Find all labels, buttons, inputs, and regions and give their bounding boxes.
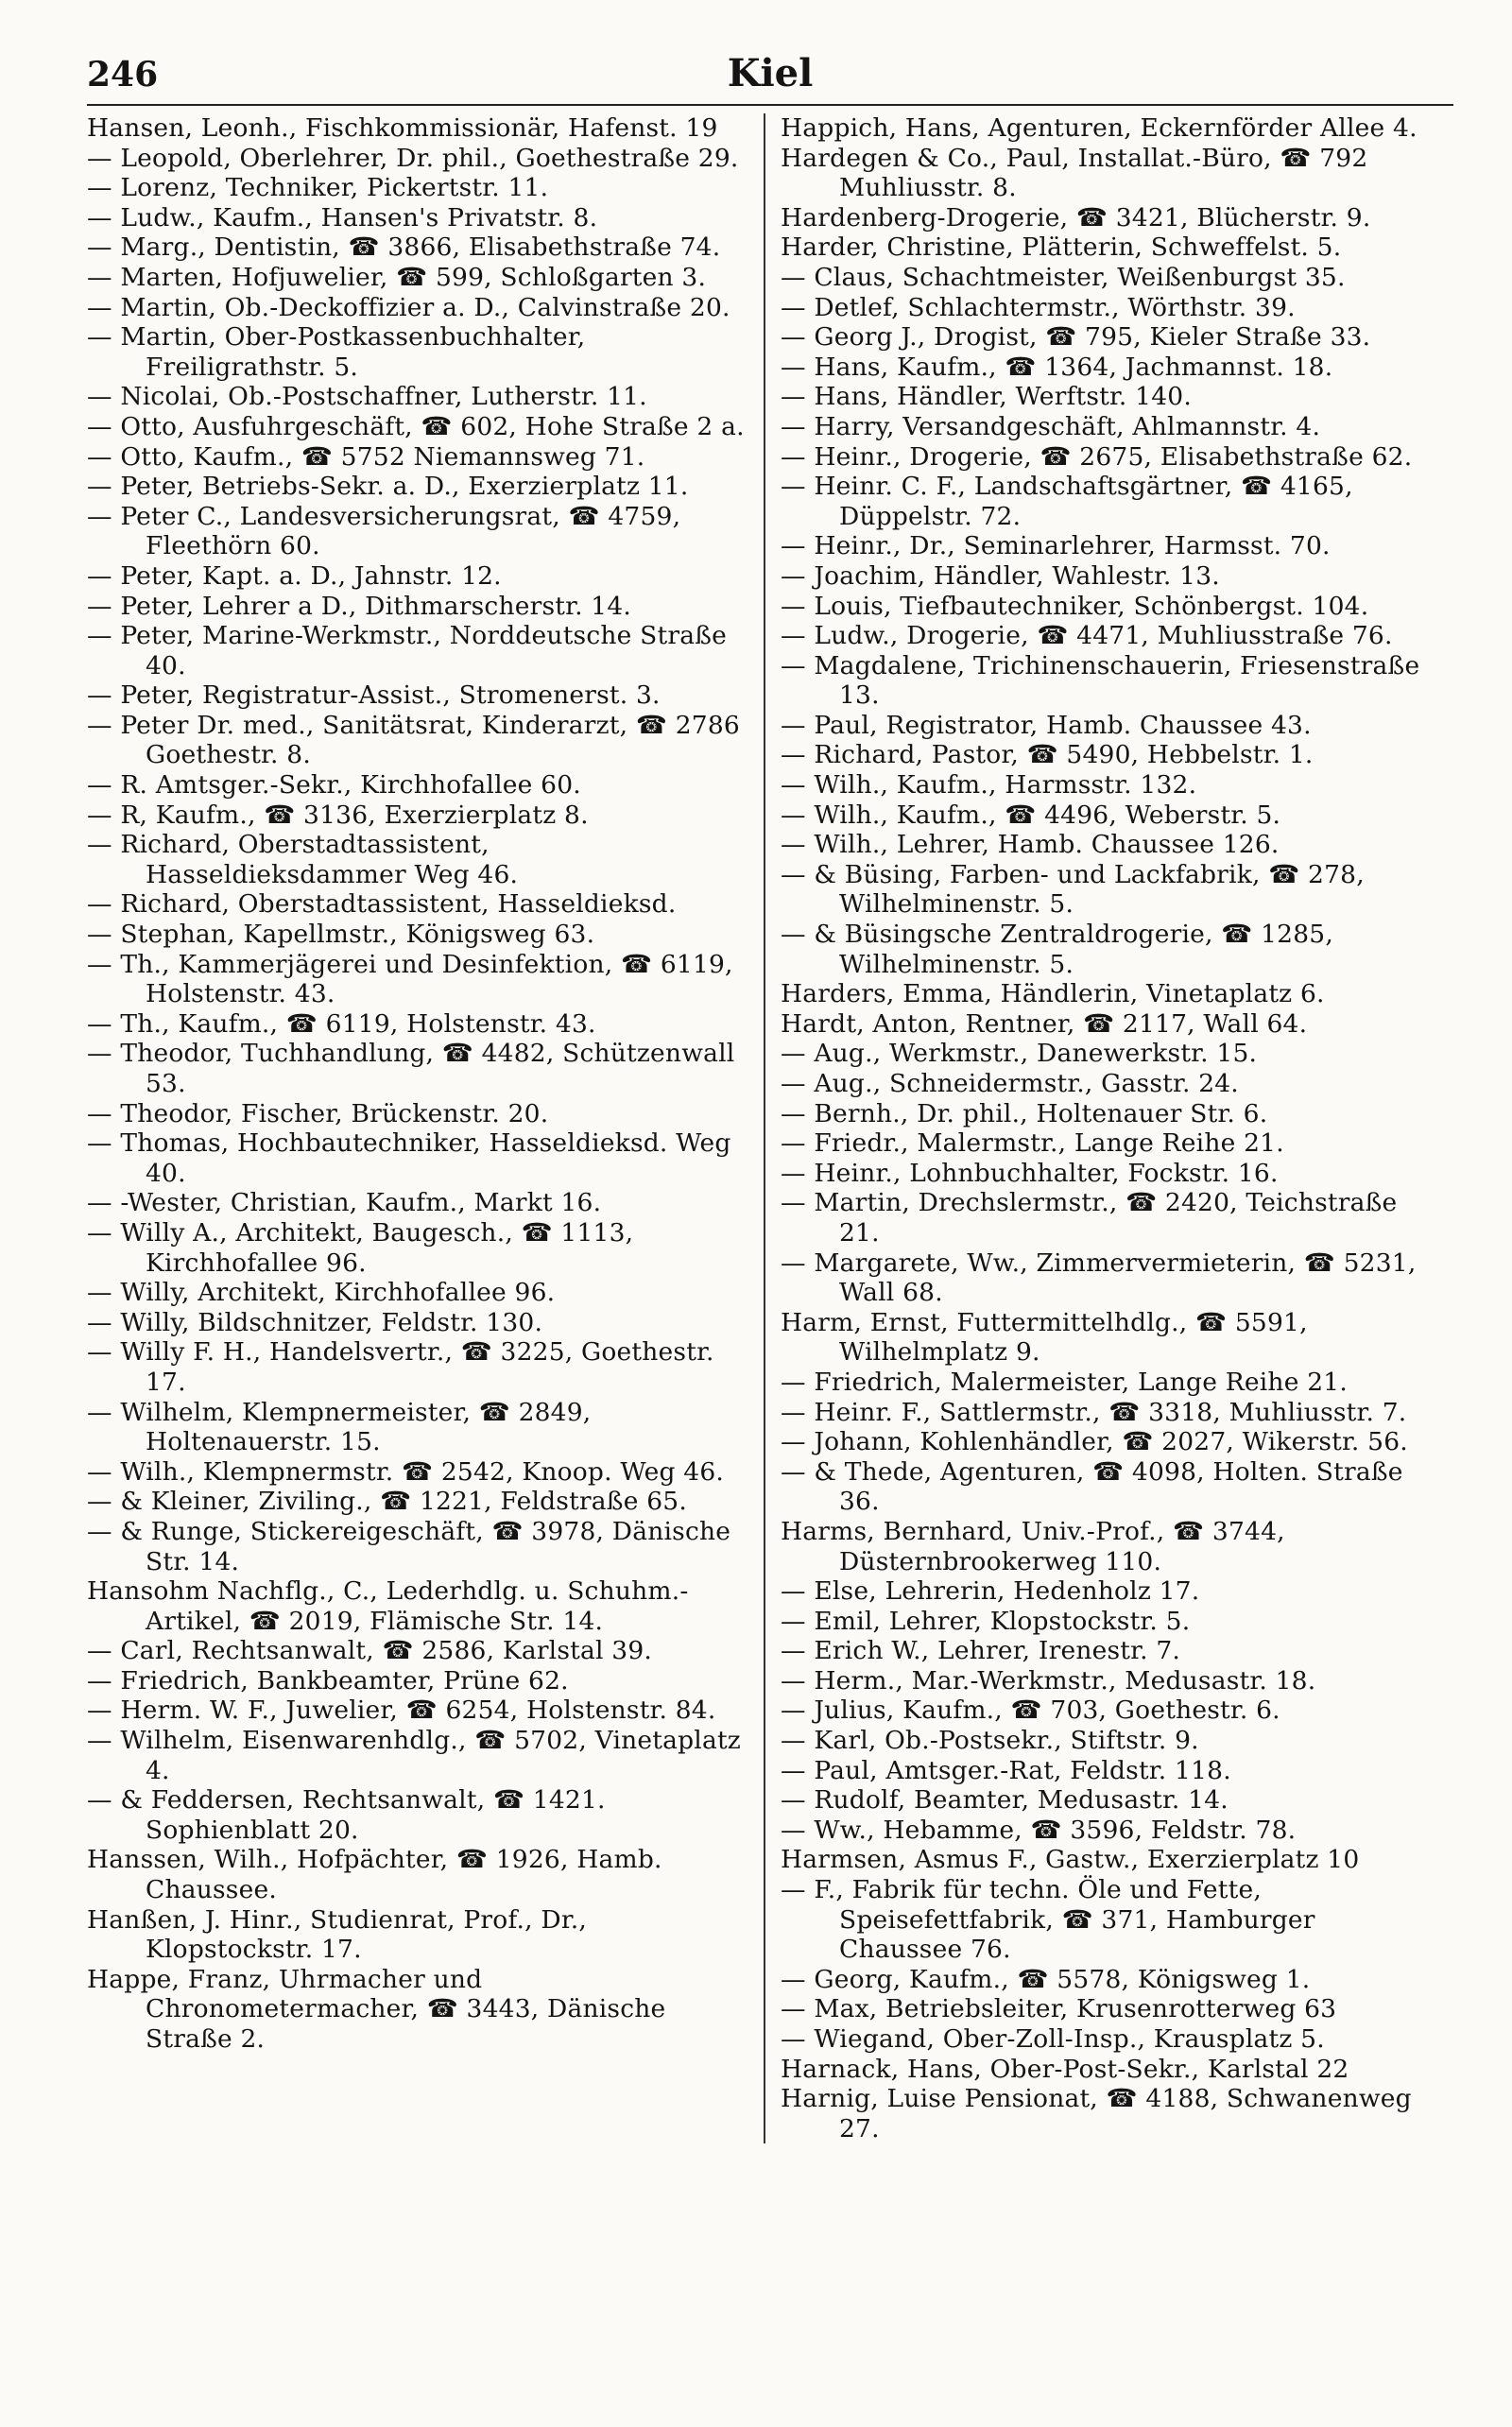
directory-entry: — Margarete, Ww., Zimmervermieterin, ☎ 5231, Wall 68. (781, 1248, 1417, 1308)
directory-entry: — Wilh., Kaufm., Harmsstr. 132. (781, 770, 1197, 800)
directory-entry: — Wilh., Klempnermstr. ☎ 2542, Knoop. Weg 46. (87, 1456, 725, 1487)
directory-entry: Happe, Franz, Uhrmacher und Chronometermacher, ☎ 3443, Dänische Straße 2. (87, 1964, 666, 2054)
directory-entry: — & Büsingsche Zentraldrogerie, ☎ 1285, Wilhelminenstr. 5. (781, 920, 1333, 979)
directory-entry: — Herm. W. F., Juwelier, ☎ 6254, Holstenstr. 84. (87, 1695, 716, 1726)
directory-entry: — Peter Dr. med., Sanitätsrat, Kinderarzt, ☎ 2786 Goethestr. 8. (87, 710, 740, 770)
directory-entry: — Georg, Kaufm., ☎ 5578, Königsweg 1. (781, 1964, 1311, 1994)
directory-entry: Hansohm Nachflg., C., Lederhdlg. u. Schuhm.-Artikel, ☎ 2019, Flämische Str. 14. (87, 1576, 689, 1636)
directory-entry: — Willy F. H., Handelsvertr., ☎ 3225, Goethestr. 17. (87, 1337, 714, 1397)
directory-entry: Harder, Christine, Plätterin, Schweffelst. 5. (781, 232, 1342, 263)
directory-entry: — Peter, Marine-Werkmstr., Norddeutsche Straße 40. (87, 621, 728, 680)
directory-entry: — Herm., Mar.-Werkmstr., Medusastr. 18. (781, 1665, 1316, 1695)
directory-entry: — Else, Lehrerin, Hedenholz 17. (781, 1576, 1200, 1607)
directory-entry: — Heinr., Dr., Seminarlehrer, Harmsst. 70. (781, 531, 1331, 561)
directory-columns (87, 113, 1453, 2143)
directory-entry: — Karl, Ob.-Postsekr., Stiftstr. 9. (781, 1726, 1199, 1756)
directory-entry: — Willy, Bildschnitzer, Feldstr. 130. (87, 1307, 543, 1337)
directory-entry: Hardenberg-Drogerie, ☎ 3421, Blücherstr. 9. (781, 202, 1371, 232)
directory-entry: — Erich W., Lehrer, Irenestr. 7. (781, 1636, 1181, 1666)
directory-entry: — Richard, Pastor, ☎ 5490, Hebbelstr. 1. (781, 740, 1314, 770)
directory-entry: — Peter, Lehrer a D., Dithmarscherstr. 14. (87, 591, 632, 621)
directory-entry: — Lorenz, Techniker, Pickertstr. 11. (87, 173, 549, 203)
directory-entry: — Ludw., Drogerie, ☎ 4471, Muhliusstraße 76. (781, 621, 1393, 651)
directory-entry: — Claus, Schachtmeister, Weißenburgst 35. (781, 262, 1346, 292)
directory-entry: — Georg J., Drogist, ☎ 795, Kieler Straße 33. (781, 322, 1371, 353)
directory-entry: Happich, Hans, Agenturen, Eckernförder Allee 4. (781, 113, 1418, 143)
page-number: 246 (87, 55, 159, 95)
directory-entry: — Willy A., Architekt, Baugesch., ☎ 1113, Kirchhofallee 96. (87, 1217, 634, 1278)
directory-entry: — Richard, Oberstadtassistent, Hasseldieksd. (87, 889, 677, 920)
directory-entry: — Friedrich, Malermeister, Lange Reihe 21. (781, 1367, 1348, 1397)
directory-entry: — Martin, Drechslermstr., ☎ 2420, Teichstraße 21. (781, 1188, 1398, 1248)
directory-entry: — Wilh., Kaufm., ☎ 4496, Weberstr. 5. (781, 800, 1281, 830)
right-column (765, 113, 1444, 2143)
directory-entry: — Johann, Kohlenhändler, ☎ 2027, Wikerstr. 56. (781, 1427, 1408, 1457)
directory-entry: — Martin, Ober-Postkassenbuchhalter, Freiligrathstr. 5. (87, 322, 586, 382)
directory-entry: — Nicolai, Ob.-Postschaffner, Lutherstr. 11. (87, 382, 647, 412)
directory-entry: — Heinr. C. F., Landschaftsgärtner, ☎ 4165, Düppelstr. 72. (781, 472, 1353, 531)
directory-entry: — Detlef, Schlachtermstr., Wörthstr. 39. (781, 292, 1296, 322)
directory-entry: — & Feddersen, Rechtsanwalt, ☎ 1421. Sophienblatt 20. (87, 1785, 606, 1845)
directory-entry: — Hans, Händler, Werftstr. 140. (781, 382, 1192, 412)
directory-entry: Harders, Emma, Händlerin, Vinetaplatz 6. (781, 979, 1325, 1009)
directory-entry: — Julius, Kaufm., ☎ 703, Goethestr. 6. (781, 1695, 1280, 1726)
directory-entry: — F., Fabrik für techn. Öle und Fette, Speisefettfabrik, ☎ 371, Hamburger Chaussee 76. (781, 1875, 1315, 1965)
directory-entry: — Peter, Betriebs-Sekr. a. D., Exerzierplatz 11. (87, 472, 689, 502)
directory-entry: — Willy, Architekt, Kirchhofallee 96. (87, 1278, 556, 1308)
directory-entry: — R. Amtsger.-Sekr., Kirchhofallee 60. (87, 770, 581, 800)
directory-entry: Harnack, Hans, Ober-Post-Sekr., Karlstal 22 (781, 2054, 1349, 2084)
directory-entry: — Rudolf, Beamter, Medusastr. 14. (781, 1785, 1228, 1816)
directory-entry: — Ww., Hebamme, ☎ 3596, Feldstr. 78. (781, 1815, 1297, 1845)
directory-entry: — & Kleiner, Ziviling., ☎ 1221, Feldstraße 65. (87, 1487, 687, 1517)
directory-entry: — Friedrich, Bankbeamter, Prüne 62. (87, 1665, 569, 1695)
directory-entry: — Max, Betriebsleiter, Krusenrotterweg 63 (781, 1994, 1337, 2024)
directory-entry: — & Thede, Agenturen, ☎ 4098, Holten. Straße 36. (781, 1456, 1403, 1517)
running-head: Kiel (727, 51, 814, 95)
directory-entry: Hansen, Leonh., Fischkommissionär, Hafenst. 19 (87, 113, 718, 143)
directory-entry: — Theodor, Tuchhandlung, ☎ 4482, Schützenwall 53. (87, 1039, 735, 1098)
directory-entry: — Wilhelm, Klempnermeister, ☎ 2849, Holtenauerstr. 15. (87, 1397, 592, 1457)
directory-entry: — Theodor, Fischer, Brückenstr. 20. (87, 1098, 549, 1128)
directory-entry: — Emil, Lehrer, Klopstockstr. 5. (781, 1606, 1191, 1636)
directory-entry: — Peter, Kapt. a. D., Jahnstr. 12. (87, 560, 502, 591)
directory-entry: Harm, Ernst, Futtermittelhdlg., ☎ 5591, Wilhelmplatz 9. (781, 1307, 1308, 1368)
directory-entry: — Peter C., Landesversicherungsrat, ☎ 4759, Fleethörn 60. (87, 501, 681, 561)
directory-entry: — Peter, Registratur-Assist., Stromenerst. 3. (87, 680, 661, 711)
directory-entry: — Harry, Versandgeschäft, Ahlmannstr. 4. (781, 411, 1321, 441)
directory-entry: — Paul, Amtsger.-Rat, Feldstr. 118. (781, 1755, 1231, 1785)
directory-entry: — Hans, Kaufm., ☎ 1364, Jachmannst. 18. (781, 352, 1333, 382)
directory-entry: — Aug., Werkmstr., Danewerkstr. 15. (781, 1039, 1258, 1069)
directory-entry: — Thomas, Hochbautechniker, Hasseldieksd. Weg 40. (87, 1128, 731, 1188)
directory-entry: — Stephan, Kapellmstr., Königsweg 63. (87, 920, 595, 950)
directory-entry: — Th., Kaufm., ☎ 6119, Holstenstr. 43. (87, 1008, 596, 1039)
directory-entry: — Ludw., Kaufm., Hansen's Privatstr. 8. (87, 202, 598, 232)
directory-entry: Harmsen, Asmus F., Gastw., Exerzierplatz 10 (781, 1845, 1360, 1875)
directory-entry: — Richard, Oberstadtassistent, Hasseldieksdammer Weg 46. (87, 830, 519, 889)
directory-entry: — Aug., Schneidermstr., Gasstr. 24. (781, 1069, 1239, 1098)
directory-entry: — Marg., Dentistin, ☎ 3866, Elisabethstraße 74. (87, 232, 721, 263)
directory-entry: — Martin, Ob.-Deckoffizier a. D., Calvinstraße 20. (87, 292, 730, 322)
directory-entry: — Heinr. F., Sattlermstr., ☎ 3318, Muhliusstr. 7. (781, 1397, 1407, 1427)
directory-entry: — -Wester, Christian, Kaufm., Markt 16. (87, 1188, 602, 1218)
directory-entry: — Paul, Registrator, Hamb. Chaussee 43. (781, 710, 1312, 740)
directory-entry: — Magdalene, Trichinenschauerin, Friesenstraße 13. (781, 650, 1420, 711)
directory-entry: — Otto, Kaufm., ☎ 5752 Niemannsweg 71. (87, 441, 645, 472)
directory-entry: — Otto, Ausfuhrgeschäft, ☎ 602, Hohe Straße 2 a. (87, 411, 745, 441)
directory-entry: — & Runge, Stickereigeschäft, ☎ 3978, Dänische Str. 14. (87, 1516, 731, 1576)
directory-entry: — Friedr., Malermstr., Lange Reihe 21. (781, 1128, 1284, 1159)
directory-entry: Harms, Bernhard, Univ.-Prof., ☎ 3744, Düsternbrookerweg 110. (781, 1516, 1285, 1576)
directory-entry: — Carl, Rechtsanwalt, ☎ 2586, Karlstal 39. (87, 1636, 653, 1666)
directory-entry: — Wilh., Lehrer, Hamb. Chaussee 126. (781, 830, 1280, 860)
directory-entry: — Marten, Hofjuwelier, ☎ 599, Schloßgarten 3. (87, 262, 707, 292)
directory-entry: — Wilhelm, Eisenwarenhdlg., ☎ 5702, Vinetaplatz 4. (87, 1726, 741, 1785)
directory-entry: — Louis, Tiefbautechniker, Schönbergst. 104. (781, 591, 1369, 621)
directory-entry: — R, Kaufm., ☎ 3136, Exerzierplatz 8. (87, 800, 589, 830)
directory-entry: — Wiegand, Ober-Zoll-Insp., Krausplatz 5. (781, 2024, 1325, 2054)
directory-entry: — Bernh., Dr. phil., Holtenauer Str. 6. (781, 1098, 1268, 1128)
directory-entry: — Heinr., Lohnbuchhalter, Fockstr. 16. (781, 1158, 1279, 1188)
directory-entry: — Leopold, Oberlehrer, Dr. phil., Goethestraße 29. (87, 143, 739, 173)
directory-entry: — & Büsing, Farben- und Lackfabrik, ☎ 278, Wilhelminenstr. 5. (781, 859, 1365, 920)
directory-entry: Hardegen & Co., Paul, Installat.-Büro, ☎ 792 Muhliusstr. 8. (781, 143, 1368, 203)
directory-entry: Harnig, Luise Pensionat, ☎ 4188, Schwanenweg 27. (781, 2084, 1412, 2143)
directory-entry: Hanssen, Wilh., Hofpächter, ☎ 1926, Hamb. Chaussee. (87, 1845, 662, 1905)
directory-entry: — Th., Kammerjägerei und Desinfektion, ☎ 6119, Holstenstr. 43. (87, 949, 733, 1009)
directory-entry: — Joachim, Händler, Wahlestr. 13. (781, 560, 1220, 591)
page-header (87, 49, 1453, 106)
directory-entry: Hanßen, J. Hinr., Studienrat, Prof., Dr., Klopstockstr. 17. (87, 1904, 588, 1965)
directory-entry: Hardt, Anton, Rentner, ☎ 2117, Wall 64. (781, 1008, 1308, 1039)
left-column (87, 113, 765, 2143)
directory-entry: — Heinr., Drogerie, ☎ 2675, Elisabethstraße 62. (781, 441, 1413, 472)
